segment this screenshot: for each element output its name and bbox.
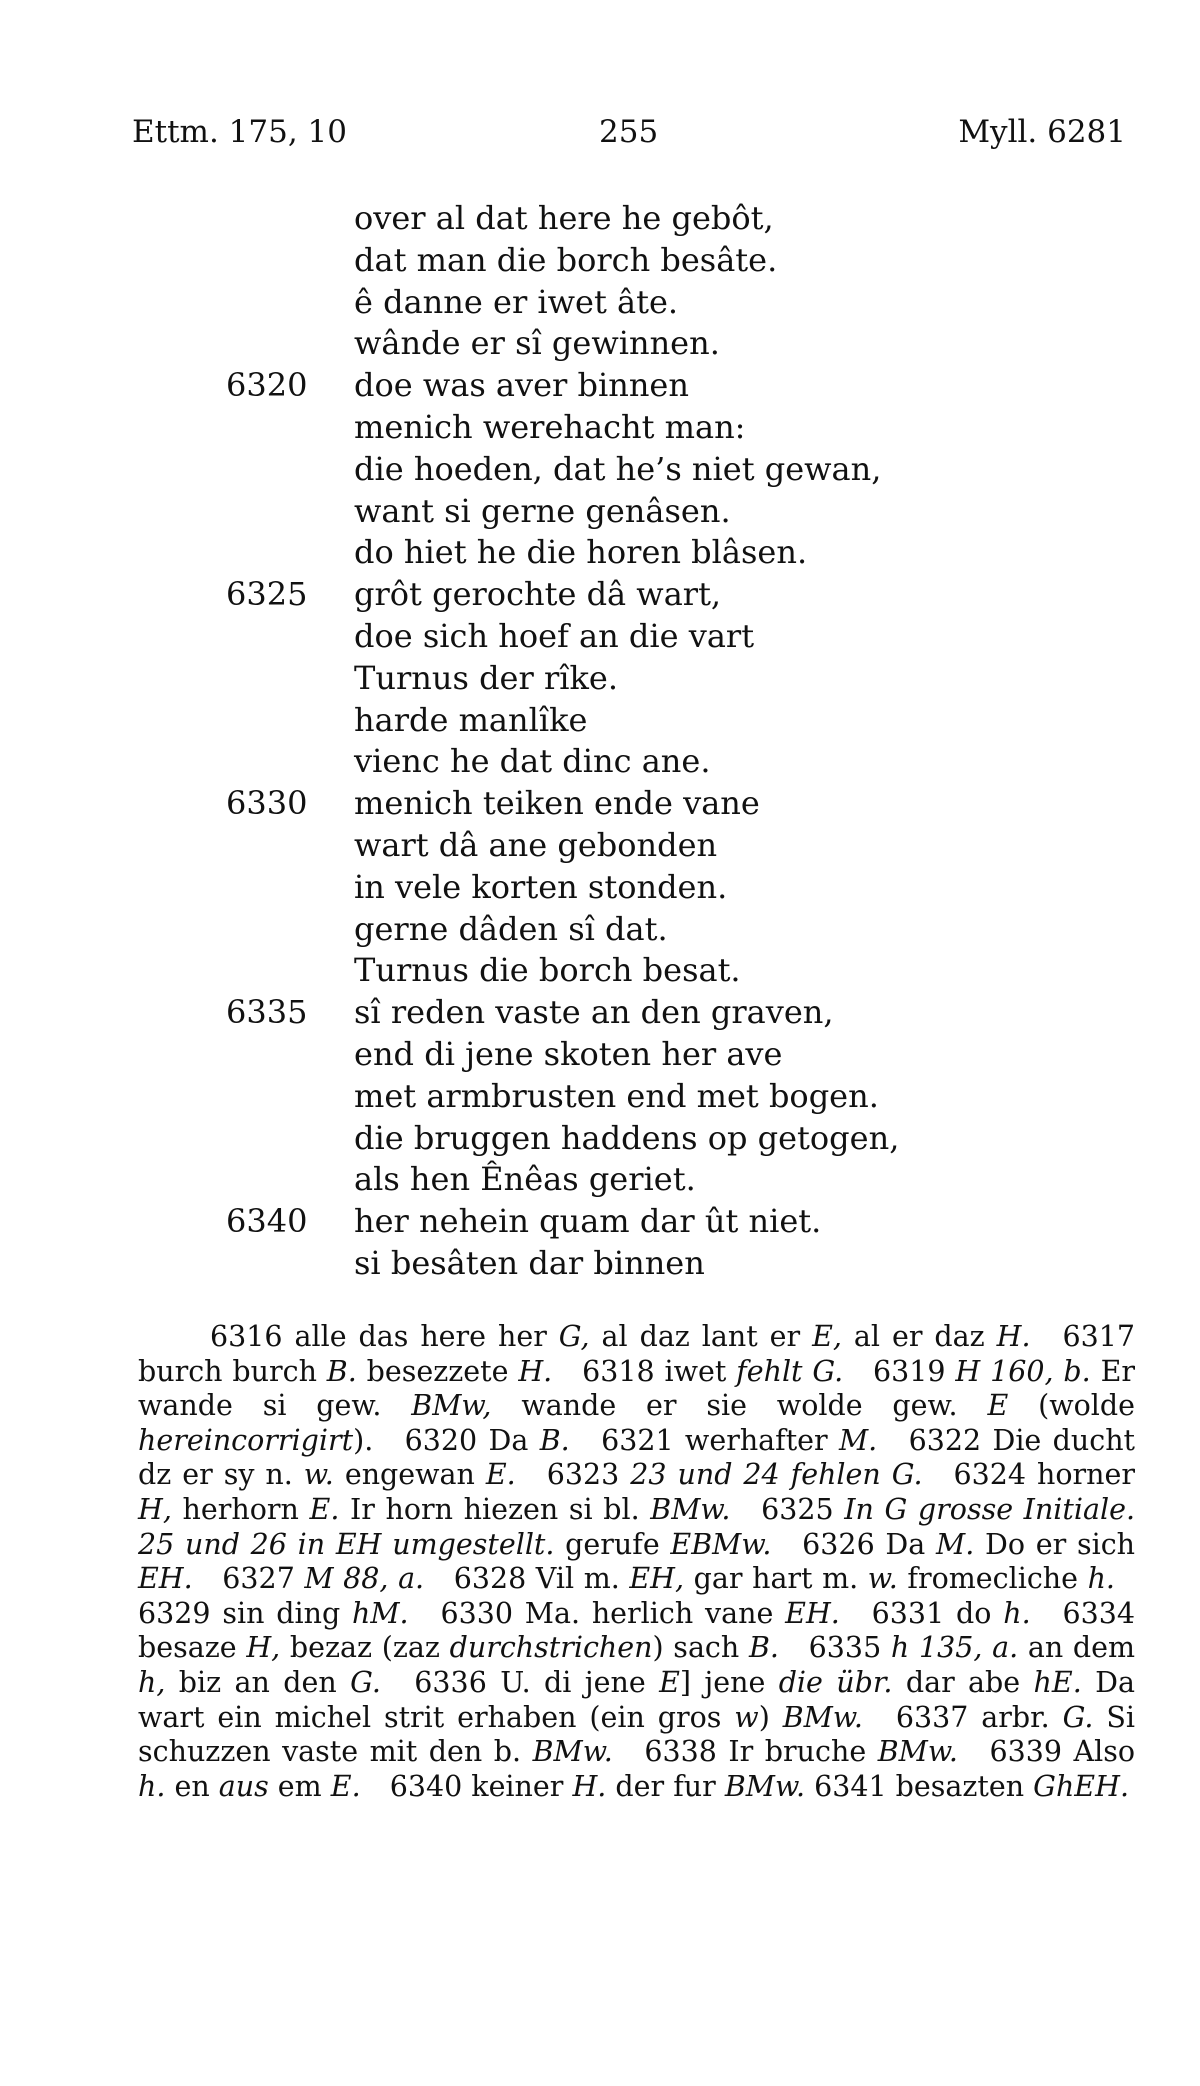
- verse-text: harde manlîke: [354, 700, 588, 739]
- verse-text: menich teiken ende vane: [354, 784, 760, 823]
- note-6329: 6329 sin ding hM.: [138, 1596, 409, 1630]
- verse-number: 6335: [226, 993, 308, 1032]
- verse-line: [226, 1243, 986, 1285]
- note-6328: 6328 Vil m. EH, gar hart m. w. fromecliche h.: [453, 1562, 1115, 1596]
- verse-text: her nehein quam dar ût niet.: [354, 1202, 822, 1241]
- verse-line: [226, 532, 986, 574]
- note-6338: 6338 Ir bruche BMw.: [644, 1735, 958, 1769]
- note-6317: 6317 burch burch B. besezzete H.: [138, 1320, 1135, 1388]
- verse-number: 6330: [226, 784, 308, 823]
- note-6322: 6322 Die ducht dz er sy n. w. engewan E.: [138, 1423, 1136, 1492]
- verse-text: die hoeden, dat he’s niet gewan,: [354, 449, 882, 488]
- verse-line: [226, 616, 986, 658]
- verse-line: [226, 491, 986, 533]
- verse-text: ê danne er iwet âte.: [354, 282, 679, 321]
- running-header: [132, 112, 1126, 152]
- verse-text: over al dat here he gebôt,: [354, 199, 774, 237]
- note-6319: 6319 H 160, b. Er wande si gew. BMw, wande er sie wolde gew. E (wolde hereincorrigirt).: [138, 1354, 1136, 1457]
- verse-line: [226, 783, 986, 825]
- verse-text: want si gerne genâsen.: [354, 491, 731, 530]
- verse-text: grôt gerochte dâ wart,: [354, 575, 722, 614]
- critical-apparatus: [138, 1320, 1135, 1804]
- verse-text: gerne dâden sî dat.: [354, 909, 668, 948]
- note-6339: 6339 Also h. en aus em E.: [138, 1735, 1136, 1803]
- verse-line: [226, 1159, 986, 1201]
- note-6335: 6335 h 135, a. an dem h, biz an den G.: [138, 1631, 1136, 1699]
- header-ettmueller-reference: Ettm. 175, 10: [132, 114, 347, 150]
- verse-text: met armbrusten end met bogen.: [354, 1076, 879, 1115]
- verse-text: si besâten dar binnen: [354, 1243, 705, 1282]
- verse-text: vienc he dat dinc ane.: [354, 742, 711, 781]
- verse-text: die bruggen haddens op getogen,: [354, 1118, 900, 1157]
- verse-line: [226, 950, 986, 992]
- verse-text: wart dâ ane gebonden: [354, 825, 718, 864]
- note-6316: 6316 alle das here her G, al daz lant er E, al er daz H.: [210, 1320, 1031, 1353]
- note-6325: 6325 In G grosse Initiale. 25 und 26 in EH umgestellt. gerufe EBMw.: [138, 1492, 1136, 1561]
- note-6334: 6334 besaze H, bezaz (zaz durchstrichen) sach B.: [138, 1596, 1135, 1665]
- verse-text: Turnus der rîke.: [354, 658, 618, 697]
- verse-line: [226, 198, 986, 240]
- verse-line: [226, 825, 986, 867]
- verse-number: 6320: [226, 366, 308, 405]
- verse-text: do hiet he die horen blâsen.: [354, 533, 808, 572]
- note-6323: 6323 23 und 24 fehlen G.: [546, 1458, 923, 1492]
- verse-line: [226, 909, 986, 951]
- verse-text: wânde er sî gewinnen.: [354, 324, 720, 363]
- verse-line: [226, 323, 986, 365]
- verse-number: 6325: [226, 575, 308, 614]
- note-6324: 6324 horner H, herhorn E. Ir horn hiezen si bl. BMw.: [138, 1458, 1136, 1526]
- note-6330: 6330 Ma. herlich vane EH.: [440, 1596, 840, 1630]
- verse-line: [226, 992, 986, 1034]
- page-number: 255: [599, 114, 659, 150]
- verse-text: als hen Ênêas geriet.: [354, 1160, 696, 1199]
- note-6336: 6336 U. di jene E] jene die übr. dar abe hE. Da wart ein michel strit erhaben (ein gros w) BMw.: [138, 1665, 1135, 1734]
- note-6327: 6327 M 88, a.: [222, 1562, 425, 1596]
- note-6320: 6320 Da B.: [404, 1423, 570, 1457]
- verse-line: [226, 282, 986, 324]
- verse-text: Turnus die borch besat.: [354, 951, 741, 990]
- verse-line: [226, 867, 986, 909]
- verse-text: doe was aver binnen: [354, 366, 689, 405]
- verse-line: [226, 1034, 986, 1076]
- note-6318: 6318 iwet fehlt G.: [582, 1354, 844, 1388]
- note-6331: 6331 do h.: [871, 1596, 1031, 1630]
- verse-line: [226, 741, 986, 783]
- verse-line: [226, 1076, 986, 1118]
- verse-line: [226, 240, 986, 282]
- note-6341: 6341 besazten GhEH.: [814, 1769, 1130, 1803]
- verse-text: in vele korten stonden.: [354, 867, 728, 906]
- note-6326: 6326 Da M. Do er sich EH.: [138, 1527, 1136, 1596]
- verse-number: 6340: [226, 1202, 308, 1241]
- verse-text: dat man die borch besâte.: [354, 240, 778, 279]
- note-6337: 6337 arbr. G. Si schuzzen vaste mit den b. BMw.: [138, 1700, 1135, 1769]
- verse-line: [226, 700, 986, 742]
- note-6321: 6321 werhafter M.: [601, 1423, 878, 1457]
- header-myller-reference: Myll. 6281: [958, 114, 1126, 150]
- verse-text: sî reden vaste an den graven,: [354, 993, 834, 1032]
- verse-line: [226, 1118, 986, 1160]
- verse-line: [226, 449, 986, 491]
- verse-line: [226, 407, 986, 449]
- verse-line: [226, 1201, 986, 1243]
- verse-line: [226, 574, 986, 616]
- verse-line: [226, 658, 986, 700]
- verse-line: [226, 365, 986, 407]
- note-6340: 6340 keiner H. der fur BMw.: [389, 1769, 806, 1803]
- verse-text: end di jene skoten her ave: [354, 1034, 783, 1073]
- verse-text-block: [226, 198, 986, 1285]
- verse-text: doe sich hoef an die vart: [354, 616, 755, 655]
- verse-text: menich werehacht man:: [354, 407, 746, 446]
